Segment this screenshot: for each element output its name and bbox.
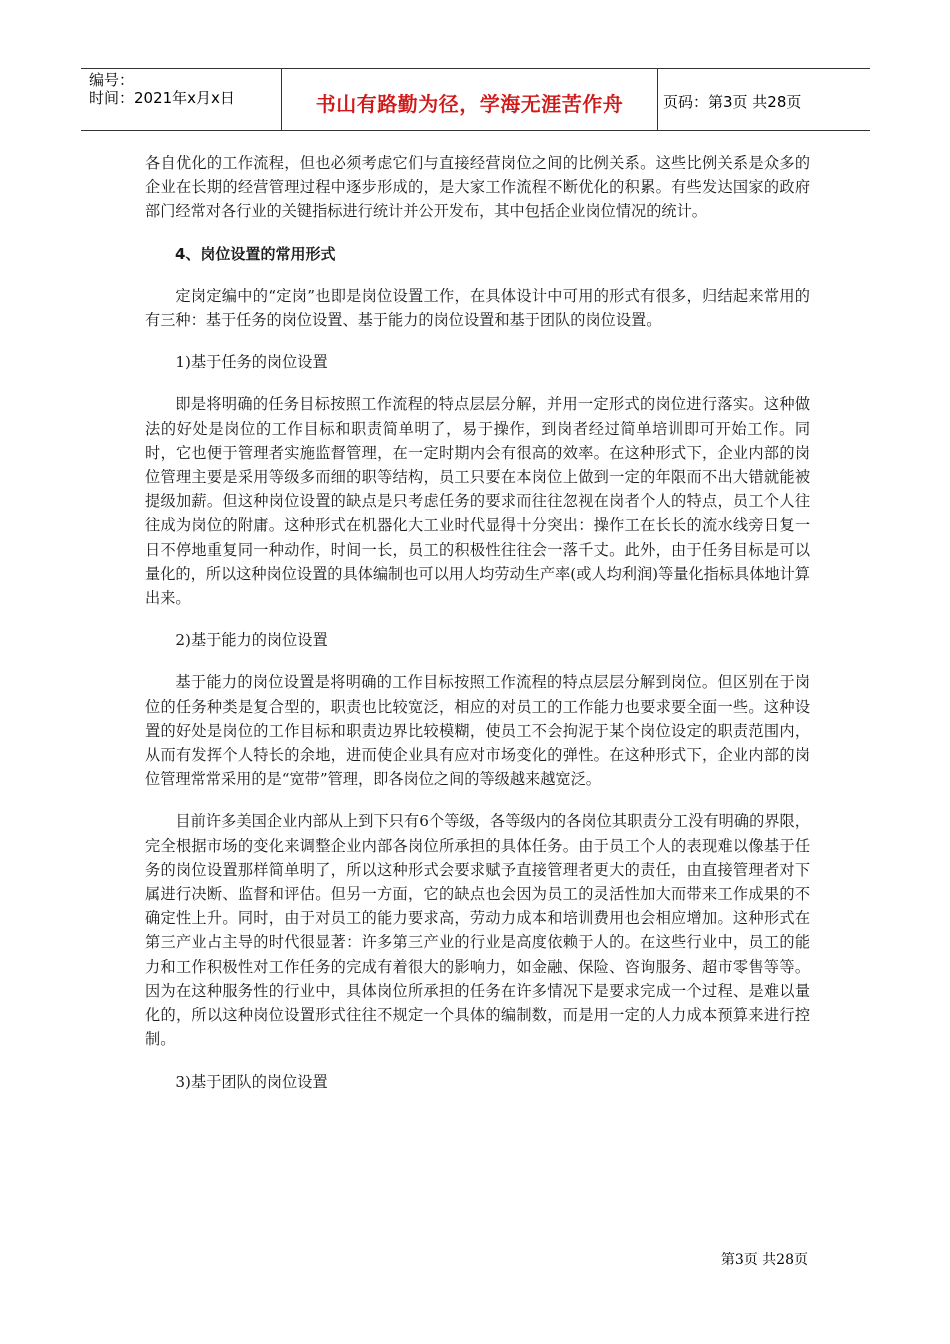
motto: 书山有路勤为径，学海无涯苦作舟 (315, 92, 624, 116)
time-line: 时间：2021年x月x日 (89, 89, 235, 107)
subsection-1-heading: 1)基于任务的岗位设置 (175, 353, 328, 372)
header-page-cell (657, 69, 870, 130)
intro-paragraph: 各自优化的工作流程，但也必须考虑它们与直接经营岗位之间的比例关系。这些比例关系是众多的企业在长期的经营管理过程中逐步形成的，是大家工作流程不断优化的积累。有些发达国家的政府部门经常对各行业的关键指标进行统计并公开发布，其中包括企业岗位情况的统计。 (145, 154, 810, 221)
header-motto-cell (281, 69, 658, 130)
subsection-2-heading: 2)基于能力的岗位设置 (175, 631, 328, 650)
subsection-2-paragraph-a: 基于能力的岗位设置是将明确的工作目标按照工作流程的特点层层分解到岗位。但区别在于岗位的任务种类是复合型的，职责也比较宽泛，相应的对员工的工作能力也要求要全面一些。这种设置的好处是岗位的工作目标和职责边界比较模糊，使员工不会拘泥于某个岗位设定的职责范围内，从而有发挥个人特长的余地，进而使企业具有应对市场变化的弹性。在这种形式下，企业内部的岗位管理常常采用的是“宽带”管理，即各岗位之间的等级越来越宽泛。 (145, 673, 810, 789)
section-4-heading: 4、岗位设置的常用形式 (175, 244, 336, 263)
subsection-1-paragraph: 即是将明确的任务目标按照工作流程的特点层层分解，并用一定形式的岗位进行落实。这种做法的好处是岗位的工作目标和职责简单明了，易于操作，到岗者经过简单培训即可开始工作。同时，它也便于管理者实施监督管理，在一定时期内会有很高的效率。在这种形式下，企业内部的岗位管理主要是采用等级多而细的职等结构，员工只要在本岗位上做到一定的年限而不出大错就能被提级加薪。但这种岗位设置的缺点是只考虑任务的要求而往往忽视在岗者个人的特点，员工个人往往成为岗位的附庸。这种形式在机器化大工业时代显得十分突出：操作工在长长的流水线旁日复一日不停地重复同一种动作，时间一长，员工的积极性往往会一落千丈。此外，由于任务目标是可以量化的，所以这种岗位设置的具体编制也可以用人均劳动生产率(或人均利润)等量化指标具体地计算出来。 (145, 395, 810, 608)
section-4-paragraph: 定岗定编中的“定岗”也即是岗位设置工作，在具体设计中可用的形式有很多，归结起来常用的有三种：基于任务的岗位设置、基于能力的岗位设置和基于团队的岗位设置。 (145, 286, 810, 330)
document-body (145, 151, 810, 1094)
serial-label: 编号： (89, 71, 135, 89)
subsection-3-heading: 3)基于团队的岗位设置 (175, 1072, 328, 1091)
header-meta (81, 69, 281, 130)
subsection-2-paragraph-b: 目前许多美国企业内部从上到下只有6个等级，各等级内的各岗位其职责分工没有明确的界限，完全根据市场的变化来调整企业内部各岗位所承担的具体任务。由于员工个人的表现难以像基于任务的岗位设置那样简单明了，所以这种形式会要求赋予直接管理者更大的责任，由直接管理者对下属进行决断、监督和评估。但另一方面，它的缺点也会因为员工的灵活性加大而带来工作成果的不确定性上升。同时，由于对员工的能力要求高，劳动力成本和培训费用也会相应增加。这种形式在第三产业占主导的时代很显著：许多第三产业的行业是高度依赖于人的。在这些行业中，员工的能力和工作积极性对工作任务的完成有着很大的影响力，如金融、保险、咨询服务、超市零售等等。因为在这种服务性的行业中，具体岗位所承担的任务在许多情况下是要求完成一个过程、是难以量化的，所以这种岗位设置形式往往不规定一个具体的编制数，而是用一定的人力成本预算来进行控制。 (145, 812, 810, 1049)
page-code: 页码：第3页 共28页 (663, 93, 802, 111)
page-header (81, 68, 870, 131)
page-footer: 第3页 共28页 (720, 1252, 808, 1268)
